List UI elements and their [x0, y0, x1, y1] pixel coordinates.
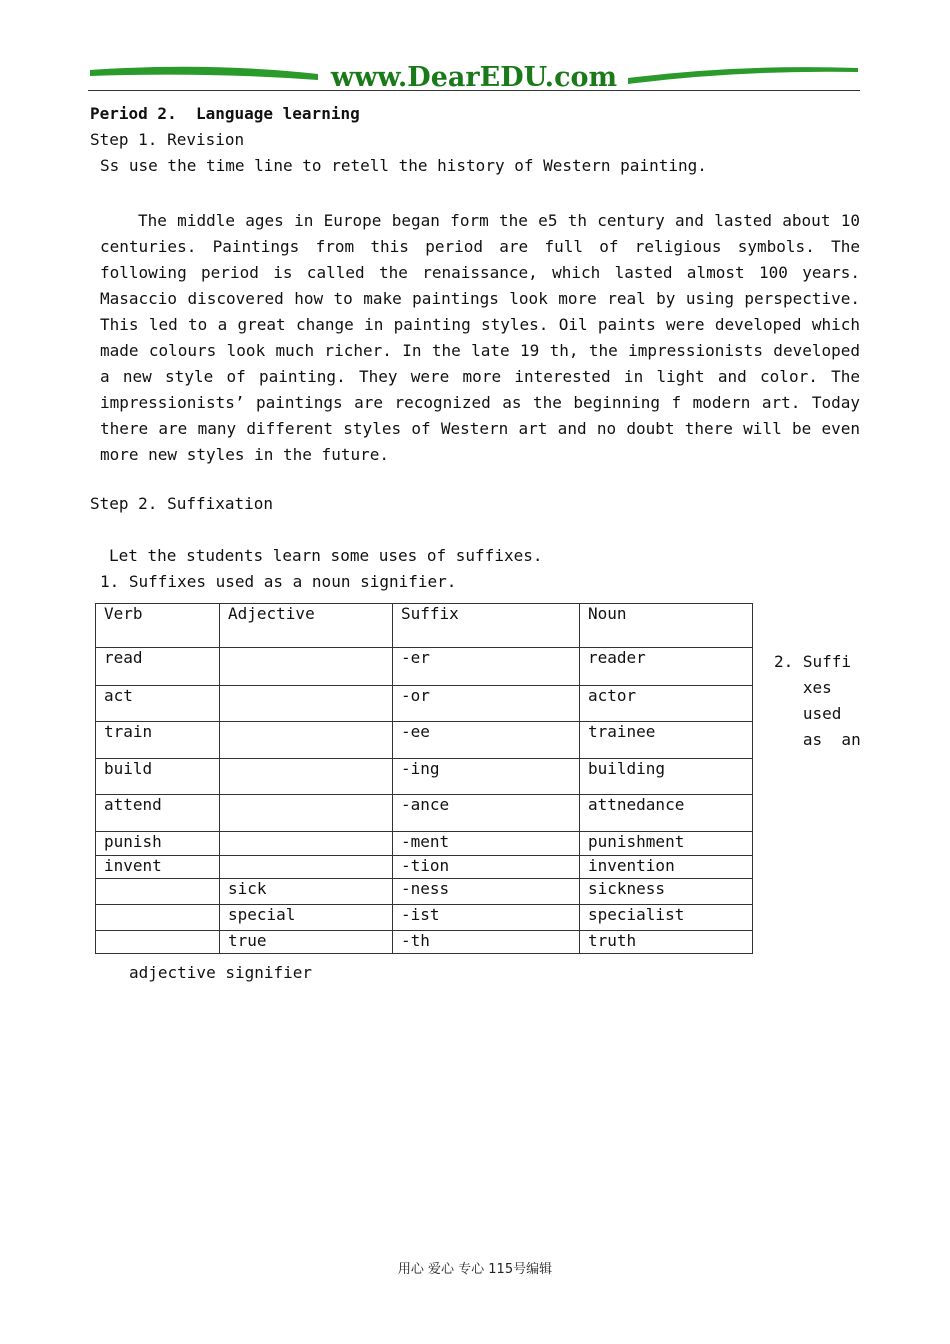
noun-cell: attnedance [580, 795, 753, 832]
verb-cell: act [96, 686, 220, 722]
verb-cell: read [96, 648, 220, 686]
noun-cell: sickness [580, 879, 753, 905]
adjective-cell: true [220, 931, 393, 954]
table-row [96, 879, 753, 905]
point2-line: 2. Suffi [774, 652, 852, 671]
step2-intro: Let the students learn some uses of suffixes. [109, 546, 543, 565]
header-cell: Suffix [393, 604, 580, 648]
header-cell: Noun [580, 604, 753, 648]
suffix-cell: -ist [393, 905, 580, 931]
adjective-cell: special [220, 905, 393, 931]
page-footer: 用心 爱心 专心 115号编辑 [397, 1262, 553, 1277]
adjective-signifier-continued: adjective signifier [129, 963, 313, 982]
point2-line: as an [774, 730, 861, 749]
noun-cell: building [580, 759, 753, 795]
adjective-cell [220, 686, 393, 722]
step1-heading: Step 1. Revision [90, 130, 245, 149]
adjective-cell [220, 722, 393, 759]
verb-cell [96, 931, 220, 954]
adjective-cell [220, 795, 393, 832]
suffix-cell: -ness [393, 879, 580, 905]
suffix-cell: -ee [393, 722, 580, 759]
adjective-signifier-point [774, 649, 861, 753]
history-paragraph-text: The middle ages in Europe began form the e5 th century and lasted about 10 centuries. Paintings from this period are full of religious symbols. The following period is called the renaissance, which lasted almost 100 years. Masaccio discovered how to make paintings look more real by using perspective. This led to a great change in painting styles. Oil paints were developed which made colours look much richer. In the late 19 th, the impressionists developed a new style of painting. They were more interested in light and color. The impressionists’ paintings are recognized as the beginning f modern art. Today there are many different styles of Western art and no doubt there will be even more new styles in the future. [100, 211, 860, 464]
step2-heading: Step 2. Suffixation [90, 494, 274, 513]
suffix-cell: -ance [393, 795, 580, 832]
noun-cell: reader [580, 648, 753, 686]
verb-cell: attend [96, 795, 220, 832]
adjective-cell [220, 832, 393, 856]
verb-cell: build [96, 759, 220, 795]
suffix-cell: -tion [393, 856, 580, 879]
verb-cell: invent [96, 856, 220, 879]
suffix-cell: -ment [393, 832, 580, 856]
noun-cell: trainee [580, 722, 753, 759]
adjective-cell: sick [220, 879, 393, 905]
suffix-table [95, 603, 753, 954]
table-row [96, 931, 753, 954]
table-row [96, 856, 753, 879]
noun-cell: actor [580, 686, 753, 722]
verb-cell [96, 879, 220, 905]
verb-cell [96, 905, 220, 931]
table-row [96, 905, 753, 931]
table-row [96, 722, 753, 759]
adjective-cell [220, 648, 393, 686]
header-divider [88, 90, 860, 91]
verb-cell: train [96, 722, 220, 759]
table-row [96, 832, 753, 856]
suffix-cell: -or [393, 686, 580, 722]
noun-cell: punishment [580, 832, 753, 856]
noun-cell: truth [580, 931, 753, 954]
suffix-cell: -er [393, 648, 580, 686]
page-title: Period 2. Language learning [90, 104, 360, 123]
suffix-cell: -ing [393, 759, 580, 795]
adjective-cell [220, 759, 393, 795]
noun-cell: invention [580, 856, 753, 879]
step1-instruction: Ss use the time line to retell the history of Western painting. [100, 156, 707, 175]
noun-signifier-point: 1. Suffixes used as a noun signifier. [100, 572, 457, 591]
suffix-cell: -th [393, 931, 580, 954]
table-row [96, 795, 753, 832]
history-paragraph [100, 208, 860, 468]
verb-cell: punish [96, 832, 220, 856]
table-row [96, 759, 753, 795]
point2-line: used [774, 704, 842, 723]
table-row [96, 686, 753, 722]
site-header-banner [88, 60, 860, 94]
table-header-row [96, 604, 753, 648]
header-cell: Verb [96, 604, 220, 648]
table-row [96, 648, 753, 686]
adjective-cell [220, 856, 393, 879]
header-cell: Adjective [220, 604, 393, 648]
logo-text: www.DearEDU.com [330, 62, 618, 93]
point2-line: xes [774, 678, 832, 697]
noun-cell: specialist [580, 905, 753, 931]
